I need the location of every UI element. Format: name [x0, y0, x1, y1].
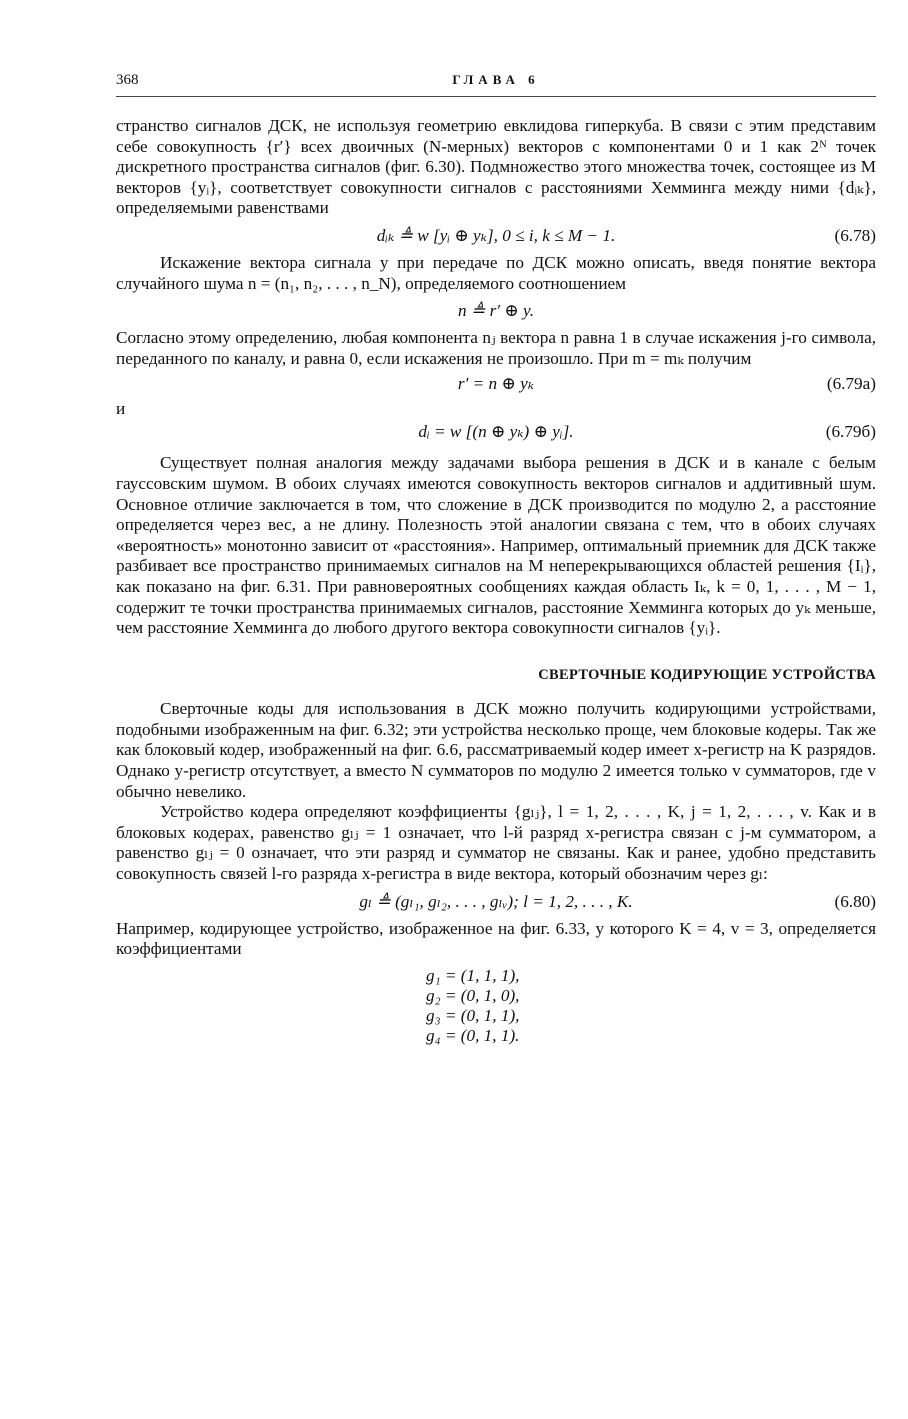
equation-number: (6.79б): [825, 422, 876, 442]
g-vector-3: g₃ = (0, 1, 1),: [426, 1005, 520, 1025]
equation-6-78: [116, 225, 876, 247]
paragraph-6: Устройство кодера определяют коэффициенты {gₗⱼ}, l = 1, 2, . . . , K, j = 1, 2, . . . , v. Как и в блоковых кодерах, равенство gₗⱼ = 1 означает, что l-й разряд x-регистра связан с j-м сумматором, а равенство gₗⱼ = 0 означает, что эти разряд и сумматор не связаны. Как и ранее, удобно представить совокупность связей l-го разряда x-регистра в виде вектора, который обозначим через gₗ:: [116, 802, 876, 884]
chapter-title: ГЛАВА 6: [452, 72, 540, 87]
g-vector-2: g₂ = (0, 1, 0),: [426, 985, 520, 1005]
equation-6-79b: [116, 421, 876, 443]
equation-6-80: [116, 891, 876, 913]
paragraph-5: Сверточные коды для использования в ДСК можно получить кодирующими устройствами, подобными изображенным на фиг. 6.32; эти устройства несколько проще, чем блоковые кодеры. Так же как блоковый кодер, изображенный на фиг. 6.6, рассматриваемый кодер имеет x-регистр на K разрядов. Однако y-регистр отсутствует, а вместо N сумматоров по модулю 2 имеется только v сумматоров, где v обычно невелико.: [116, 699, 876, 801]
g-vector-1: g₁ = (1, 1, 1),: [426, 965, 520, 985]
equation-formula: gₗ ≜ (gₗ₁, gₗ₂, . . . , gₗᵥ); l = 1, 2, . . . , K.: [359, 891, 633, 911]
section-heading: СВЕРТОЧНЫЕ КОДИРУЮЩИЕ УСТРОЙСТВА: [538, 666, 876, 683]
paragraph-1: странство сигналов ДСК, не используя геометрию евклидова гиперкуба. В связи с этим представим себе совокупность {r′} всех двоичных (N-мерных) векторов с компонентами 0 и 1 как 2ᴺ точек дискретного пространства сигналов (фиг. 6.30). Подмножество этого множества точек, состоящее из M векторов {yᵢ}, соответствует совокупности сигналов с расстояниями Хемминга между ними {dᵢₖ}, определяемыми равенствами: [116, 116, 876, 218]
running-head: [116, 72, 876, 94]
equation-formula: r′ = n ⊕ yₖ: [457, 374, 535, 394]
equation-6-79a: [116, 373, 876, 395]
header-rule: [116, 96, 876, 97]
equation-number: (6.78): [834, 225, 876, 245]
equation-noise-vector: [116, 300, 876, 322]
g-vector-list: [426, 966, 876, 1046]
equation-formula: dᵢₖ ≜ w [yᵢ ⊕ yₖ], 0 ≤ i, k ≤ M − 1.: [376, 225, 616, 245]
equation-formula: n ≜ r′ ⊕ y.: [457, 301, 534, 321]
paragraph-2: Искажение вектора сигнала y при передаче по ДСК можно описать, введя понятие вектора случайного шума n = (n₁, n₂, . . . , n_N), определяемого соотношением: [116, 252, 876, 293]
page-number: 368: [116, 72, 139, 88]
equation-number: (6.80): [834, 891, 876, 911]
equation-number: (6.79а): [826, 374, 876, 394]
g-vector-4: g₄ = (0, 1, 1).: [426, 1025, 520, 1045]
equation-formula: dᵢ = w [(n ⊕ yₖ) ⊕ yᵢ].: [418, 422, 574, 442]
conjunction-and: и: [116, 399, 126, 419]
paragraph-3: Согласно этому определению, любая компонента nⱼ вектора n равна 1 в случае искажения j-го символа, переданного по каналу, и равна 0, если искажения не произошло. При m = mₖ получим: [116, 328, 876, 368]
paragraph-7: Например, кодирующее устройство, изображенное на фиг. 6.33, у которого K = 4, v = 3, определяется коэффициентами: [116, 918, 876, 959]
paragraph-4: Существует полная аналогия между задачами выбора решения в ДСК и в канале с белым гауссовским шумом. В обоих случаях имеются совокупность векторов сигналов и аддитивный шум. Основное отличие заключается в том, что сложение в ДСК производится по модулю 2, а расстояние определяется через вес, а не длину. Полезность этой аналогии связана с тем, что в обоих случаях «вероятность» монотонно зависит от «расстояния». Например, оптимальный приемник для ДСК также разбивает все пространство принимаемых сигналов на M неперекрывающихся областей решения {Iᵢ}, как показано на фиг. 6.31. При равновероятных сообщениях каждая область Iₖ, k = 0, 1, . . . , M − 1, содержит те точки пространства принимаемых сигналов, расстояние Хемминга которых до yₖ меньше, чем расстояние Хемминга до любого другого вектора совокупности сигналов {yᵢ}.: [116, 453, 876, 638]
page-body: [116, 116, 876, 1046]
